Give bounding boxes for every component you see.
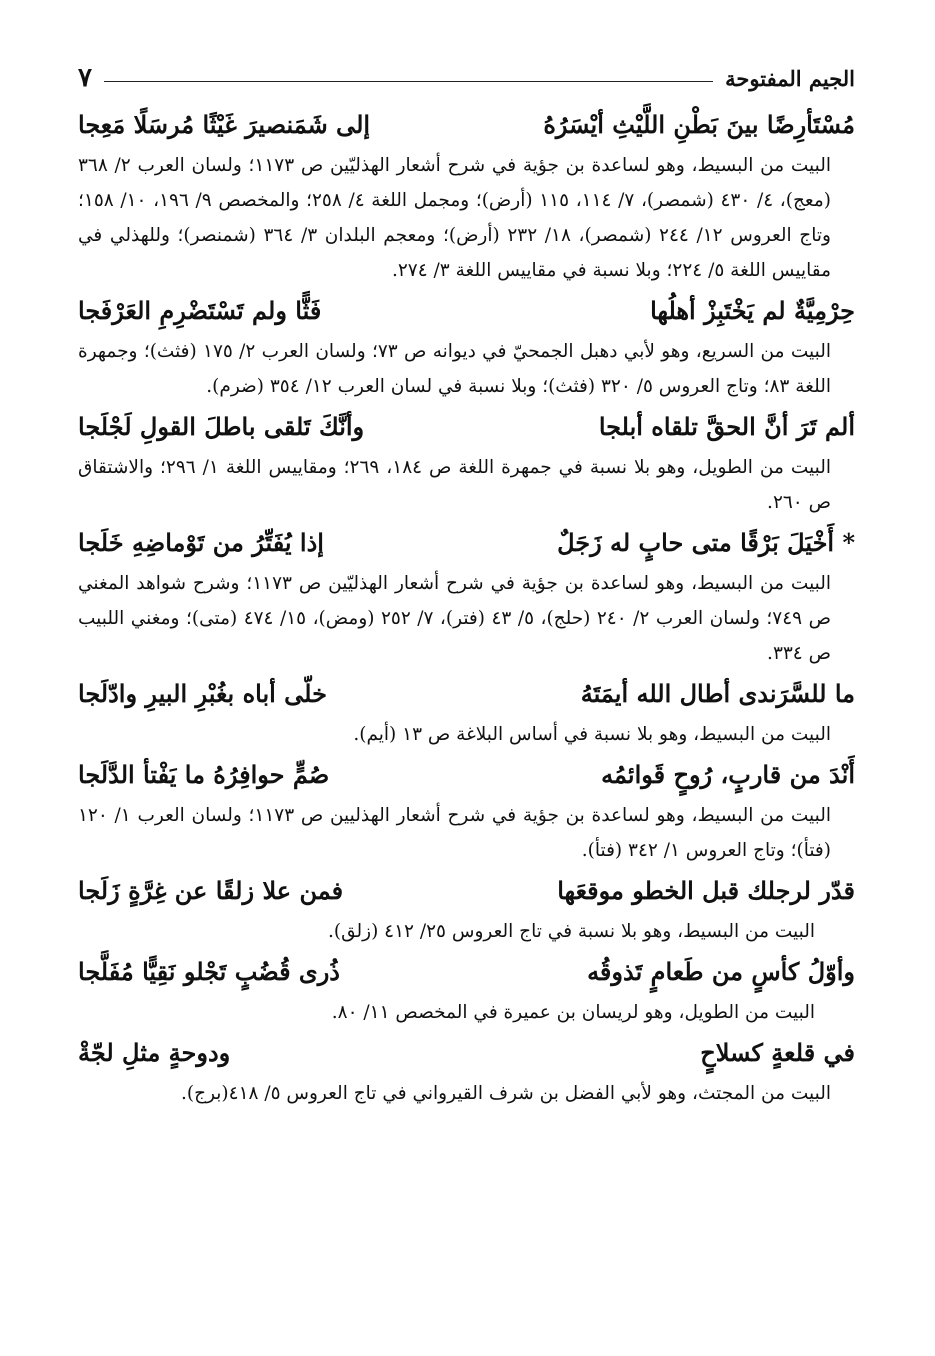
verse-first-hemistich: ألم تَرَ أنَّ الحقَّ تلقاه أبلجا [598,412,855,441]
verse-first-hemistich: وأوّلُ كأسٍ من طَعامٍ تَذوقُه [587,957,855,986]
verse-line [78,404,855,450]
verse-commentary: البيت من الطويل، وهو بلا نسبة في جمهرة اللغة ص ١٨٤، ٢٦٩؛ ومقاييس اللغة ١/ ٢٩٦؛ والاشتقاق ص ٢٦٠. [78,457,831,513]
verse-second-hemistich: خلّى أباه بغُبْرِ البيرِ وادّلَجا [78,679,327,708]
verse-first-hemistich: * أَخْيَلَ بَرْقًا متى حابٍ له زَجَلٌ [557,528,855,557]
header-rule [104,81,713,82]
verse-commentary: البيت من البسيط، وهو لساعدة بن جؤية في شرح أشعار الهذليّين ص ١١٧٣؛ وشرح شواهد المغني ص ٧٤٩؛ ولسان العرب ٢/ ٢٤٠ (حلج)، ٥/ ٤٣ (فتر)، ٧/ ٢٥٢ (ومض)، ١٥/ ٤٧٤ (متى)؛ ومغني اللبيب ص ٣٣٤. [78,573,832,664]
verse-entry-4 [78,520,855,671]
verse-line [78,671,855,717]
verse-commentary: البيت من البسيط، وهو لساعدة بن جؤية في شرح أشعار الهذليين ص ١١٧٣؛ ولسان العرب ١/ ١٢٠ (فتأ)؛ وتاج العروس ١/ ٣٤٢ (فتأ). [78,805,831,861]
verse-second-hemistich: وأنَّكَ تَلقى باطلَ القولِ لَجْلَجا [78,412,365,441]
verse-first-hemistich: حِرْمِيَّةٌ لم يَخْتَبِزْ أهلُها [650,296,855,325]
verse-second-hemistich: فَثًّا ولم تَسْتَضْرِمِ العَرْفَجا [78,296,322,325]
verse-commentary: البيت من البسيط، وهو لساعدة بن جؤية في شرح أشعار الهذليّين ص ١١٧٣؛ ولسان العرب ٢/ ٣٦٨ (معج)، ٤/ ٤٣٠ (شمصر)، ٧/ ١١٤، ١١٥ (أرض)؛ ومجمل اللغة ٤/ ٢٥٨؛ والمخصص ٩/ ١٩٦، ١٠/ ١٥٨؛ وتاج العروس ١٢/ ٢٤٤ (شمصر)، ١٨/ ٢٣٢ (أرض)؛ ومعجم البلدان ٣/ ٣٦٤ (شمنصر)؛ وللهذلي في مقاييس اللغة ٥/ ٢٢٤؛ وبلا نسبة في مقاييس اللغة ٣/ ٢٧٤. [78,155,831,281]
verse-entry-8 [78,949,855,1030]
verse-commentary: البيت من الطويل، وهو لريسان بن عميرة في المخصص ١١/ ٨٠. [331,1002,815,1023]
verse-second-hemistich: صُمٍّ حوافِرُهُ ما يَفْتأ الدَّلَجا [78,760,330,789]
verse-first-hemistich: قدّر لرجلك قبل الخطو موقعَها [557,876,855,905]
verse-entry-3 [78,404,855,520]
verse-first-hemistich: ما للسَّرَندى أطال الله أيمَتَهُ [580,679,855,708]
verse-entry-7 [78,868,855,949]
verse-commentary: البيت من البسيط، وهو بلا نسبة في أساس البلاغة ص ١٣ (أيم). [353,724,831,745]
verse-line [78,949,855,995]
verse-commentary: البيت من السريع، وهو لأبي دهبل الجمحيّ في ديوانه ص ٧٣؛ ولسان العرب ٢/ ١٧٥ (فثث)؛ وجمهرة اللغة ٨٣؛ وتاج العروس ٥/ ٣٢٠ (فثث)؛ وبلا نسبة في لسان العرب ١٢/ ٣٥٤ (ضرم). [78,341,831,397]
verse-line [78,1030,855,1076]
verse-line [78,868,855,914]
verse-second-hemistich: إذا يُفَتِّرُ من تَوْماضِهِ خَلَجا [78,528,324,557]
page-number: ٧ [78,63,92,93]
verse-first-hemistich: في قلعةٍ كسلاحٍ [700,1038,855,1067]
verse-commentary: البيت من المجتث، وهو لأبي الفضل بن شرف القيرواني في تاج العروس ٥/ ٤١٨(برج). [181,1083,831,1104]
verse-entry-9 [78,1030,855,1111]
page-header [78,62,855,94]
verse-second-hemistich: ودوحةٍ مثلِ لجّةْ [78,1038,231,1067]
verse-second-hemistich: إلى شَمَنصيرَ غَيْثًا مُرسَلًا مَعِجا [78,110,371,139]
verse-line [78,752,855,798]
verse-line [78,288,855,334]
verse-second-hemistich: ذُرى قُضُبٍ تَجْلو نَقِيًّا مُفَلَّجا [78,957,340,986]
verse-entry-1 [78,102,855,288]
verse-first-hemistich: أَنْدَ من قاربٍ، رُوحٍ قَوائمُه [601,760,855,789]
verse-entry-2 [78,288,855,404]
verse-entry-6 [78,752,855,868]
verse-line [78,520,855,566]
verse-first-hemistich: مُسْتَأرِضًا بينَ بَطْنِ اللَّيْثِ أيْسَرُهُ [543,110,855,139]
chapter-title: الجيم المفتوحة [725,65,855,91]
verse-commentary: البيت من البسيط، وهو بلا نسبة في تاج العروس ٢٥/ ٤١٢ (زلق). [327,921,815,942]
verse-entry-5 [78,671,855,752]
verse-second-hemistich: فمن علا زلقًا عن غِرَّةٍ زَلَجا [78,876,344,905]
verse-line [78,102,855,148]
